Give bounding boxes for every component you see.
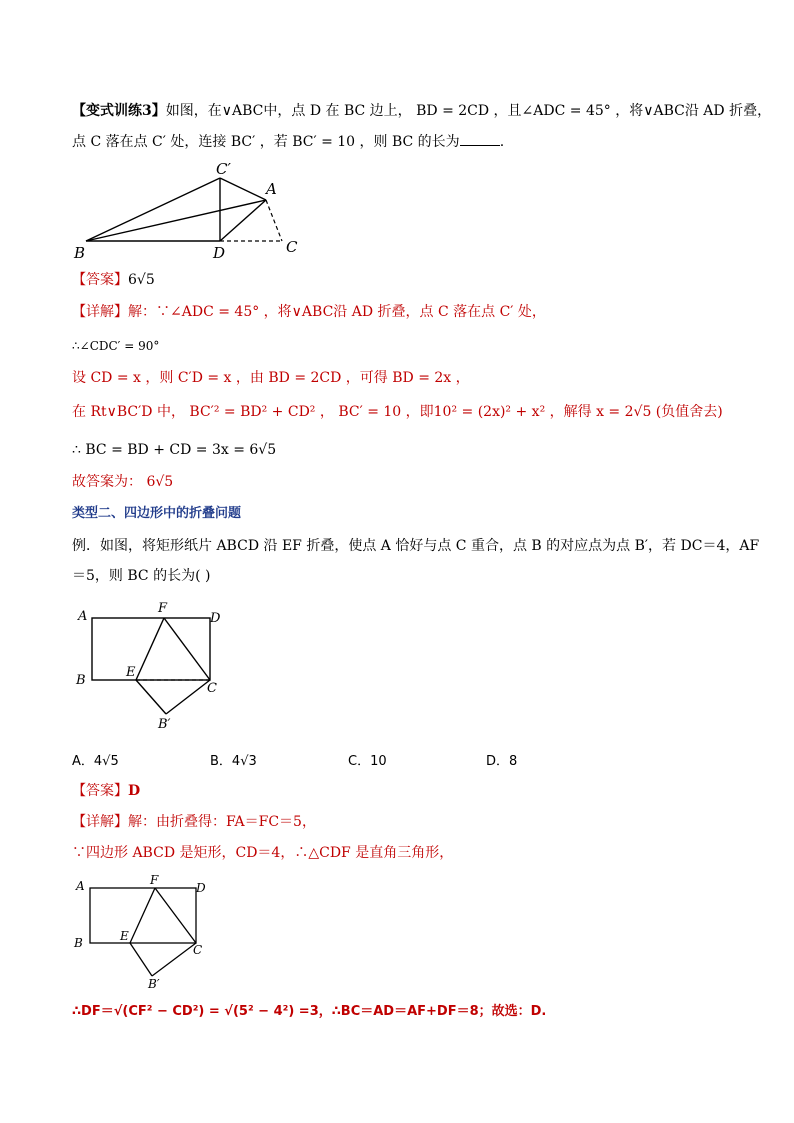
example-line-2: ＝5，则 BC 的长为( ) xyxy=(72,568,211,584)
final-line: ∴DF＝√(CF² − CD²) = √(5² − 4²) =3，∴BC＝AD＝AF+DF＝8；故选：D. xyxy=(72,1004,547,1019)
detail-text: 解：∵∠ADC = 45° ，将∨ABC沿 AD 折叠，点 C 落在点 C′ 处， xyxy=(128,304,546,320)
answer-tag-2: 【答案】 xyxy=(72,783,128,799)
label-d3: D xyxy=(196,881,206,895)
label-c: C xyxy=(286,238,298,256)
section-heading: 类型二、四边形中的折叠问题 xyxy=(72,506,242,521)
answer-value-2: D xyxy=(128,783,141,799)
label-e3: E xyxy=(120,929,129,943)
problem-1-text-2: 点 C 落在点 C′ 处，连接 BC′ ，若 BC′ = 10 ，则 BC 的长为 xyxy=(72,134,460,150)
problem-tag: 【变式训练3】 xyxy=(72,103,166,119)
answer-2 xyxy=(72,781,140,801)
answer-1 xyxy=(72,270,155,290)
detail-1-line-2: ∴∠CDC′ = 90° xyxy=(72,339,160,353)
label-a3: A xyxy=(76,879,85,893)
detail-1-line-4: 在 Rt∨BC′D 中， BC′² = BD² + CD² ， BC′ = 10 ，即10² = (2x)² + x² ，解得 x = 2√5 (负值舍去) xyxy=(72,404,723,420)
option-d: D．8 xyxy=(486,754,518,769)
problem-1-text: 如图，在∨ABC中，点 D 在 BC 边上， BD = 2CD ，且∠ADC = 45° ，将∨ABC沿 AD 折叠， xyxy=(165,103,772,119)
label-c2: C xyxy=(207,681,217,696)
label-d2: D xyxy=(210,611,221,626)
example-line-1: 例．如图，将矩形纸片 ABCD 沿 EF 折叠，使点 A 恰好与点 C 重合，点 B 的对应点为点 B′，若 DC＝4，AF xyxy=(72,538,760,554)
problem-1-line-2 xyxy=(72,132,504,152)
label-f3: F xyxy=(150,873,159,887)
problem-1-line-1 xyxy=(72,101,771,121)
rectangle-fold-figure-2 xyxy=(70,872,230,992)
triangle-fold-figure xyxy=(70,158,310,266)
label-f2: F xyxy=(158,601,168,616)
detail-2-line-2: ∵四边形 ABCD 是矩形，CD＝4，∴△CDF 是直角三角形， xyxy=(72,845,454,861)
label-e2: E xyxy=(126,665,136,680)
label-b: B xyxy=(74,244,86,262)
label-b-prime2: B′ xyxy=(158,717,171,732)
detail-1-line-1 xyxy=(72,302,546,322)
label-a2: A xyxy=(78,609,88,624)
period: . xyxy=(499,134,505,150)
option-c: C．10 xyxy=(348,754,387,769)
option-a: A．4√5 xyxy=(72,754,119,769)
detail-tag: 【详解】 xyxy=(72,304,128,320)
detail-1-line-6: 故答案为： 6√5 xyxy=(72,474,174,490)
rectangle-fold-figure-1 xyxy=(70,598,240,738)
answer-blank xyxy=(460,133,500,146)
detail-2-line-1 xyxy=(72,812,316,832)
detail-2-text: 解：由折叠得：FA＝FC＝5， xyxy=(128,814,316,830)
label-b3: B xyxy=(74,936,83,950)
label-d: D xyxy=(213,244,226,262)
detail-1-line-3: 设 CD = x ，则 C′D = x ，由 BD = 2CD ，可得 BD = 2x ， xyxy=(72,370,470,386)
detail-1-line-5: ∴ BC = BD + CD = 3x = 6√5 xyxy=(72,442,277,458)
answer-tag: 【答案】 xyxy=(72,272,128,288)
detail-tag-2: 【详解】 xyxy=(72,814,128,830)
option-b: B．4√3 xyxy=(210,754,257,769)
answer-value: 6√5 xyxy=(128,272,155,288)
label-b-prime3: B′ xyxy=(148,977,160,991)
label-b2: B xyxy=(76,673,86,688)
label-c-prime: C′ xyxy=(216,160,231,178)
label-a: A xyxy=(266,180,277,198)
label-c3: C xyxy=(193,943,203,957)
